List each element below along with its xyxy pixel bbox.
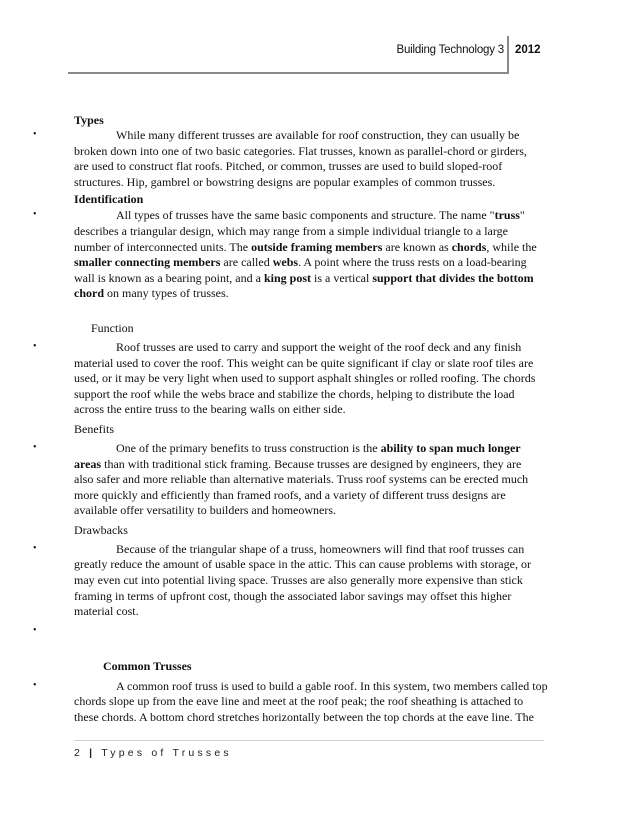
footer-separator: |	[89, 747, 96, 759]
section-heading-function: Function	[91, 320, 134, 335]
paragraph-common-trusses: A common roof truss is used to build a gable roof. In this system, two members called top chords slope up from the eave line and meet at the roof peak; the roof sheathing is attached to these chords. A bottom chord stretches horizontally between the top chords at the eave line. The	[74, 678, 548, 725]
bullet-item-drawbacks	[0, 542, 638, 620]
paragraph-identification: All types of trusses have the same basic components and structure. The name "truss" describes a triangular design, which may range from a simple individual triangle to a large number of interconnected units. The outside framing members are known as chords, while the smaller connecting members are called webs. A point where the truss rests on a load-bearing wall is known as a bearing point, and a king post is a vertical support that divides the bottom chord on many types of trusses.	[74, 208, 537, 301]
bullet-icon: •	[33, 441, 37, 453]
footer-rule	[74, 740, 544, 741]
header-title: Building Technology 3	[396, 44, 504, 56]
bullet-icon: •	[33, 624, 37, 636]
bullet-icon: •	[33, 209, 37, 221]
bullet-icon: •	[33, 129, 37, 140]
section-heading-benefits: Benefits	[74, 421, 114, 436]
header-rule	[68, 72, 509, 74]
bullet-item-empty	[0, 624, 638, 640]
section-heading-drawbacks: Drawbacks	[74, 522, 128, 537]
footer-label: Types of Trusses	[101, 747, 232, 759]
page-header	[0, 34, 638, 74]
paragraph-drawbacks: Because of the triangular shape of a truss, homeowners will find that roof trusses can greatly reduce the amount of usable space in the attic. This can cause problems with storage, or may even cut into potential living space. Trusses are also generally more expensive than stick framing in terms of upfront cost, though the associated labor savings may offset this higher material cost.	[74, 541, 531, 619]
bullet-item-function	[0, 340, 638, 418]
paragraph-types: While many different trusses are available for roof construction, they can usually be broken down into one of two basic categories. Flat trusses, known as parallel-chord or girders, are used to construct flat roofs. Pitched, or common, trusses are used to build sloped-roof structures. Hip, gambrel or bowstring designs are popular examples of common trusses.	[74, 128, 527, 189]
bullet-icon: •	[33, 340, 37, 352]
header-year: 2012	[515, 44, 541, 56]
bullet-icon: •	[33, 679, 37, 691]
section-heading-types: Types	[74, 113, 104, 127]
footer-text	[74, 747, 232, 759]
page-number: 2	[74, 747, 84, 759]
section-heading-identification: Identification	[74, 192, 144, 207]
bullet-item-types	[0, 128, 638, 190]
bullet-item-benefits	[0, 441, 638, 519]
bullet-icon: •	[33, 542, 37, 554]
document-body	[0, 112, 638, 726]
header-divider	[507, 36, 509, 72]
paragraph-benefits: One of the primary benefits to truss construction is the ability to span much longer areas than with traditional stick framing. Because trusses are designed by engineers, they are also safer and more reliable than alternative materials. Truss roof systems can be erected much more quickly and efficiently than framed roofs, and a variety of different truss designs are available offer versatility to builders and homeowners.	[74, 440, 529, 518]
bullet-item-common-trusses	[0, 679, 638, 726]
bullet-item-identification	[0, 208, 638, 302]
paragraph-function: Roof trusses are used to carry and support the weight of the roof deck and any finish material used to cover the roof. This weight can be quite significant if clay or slate roof tiles are used, or it may be very light when used to support asphalt shingles or rolled roofing. The chords support the roof while the webs brace and stabilize the chords, helping to distribute the load across the entire truss to the bearing walls on either side.	[74, 339, 536, 417]
section-heading-common-trusses: Common Trusses	[103, 658, 192, 673]
